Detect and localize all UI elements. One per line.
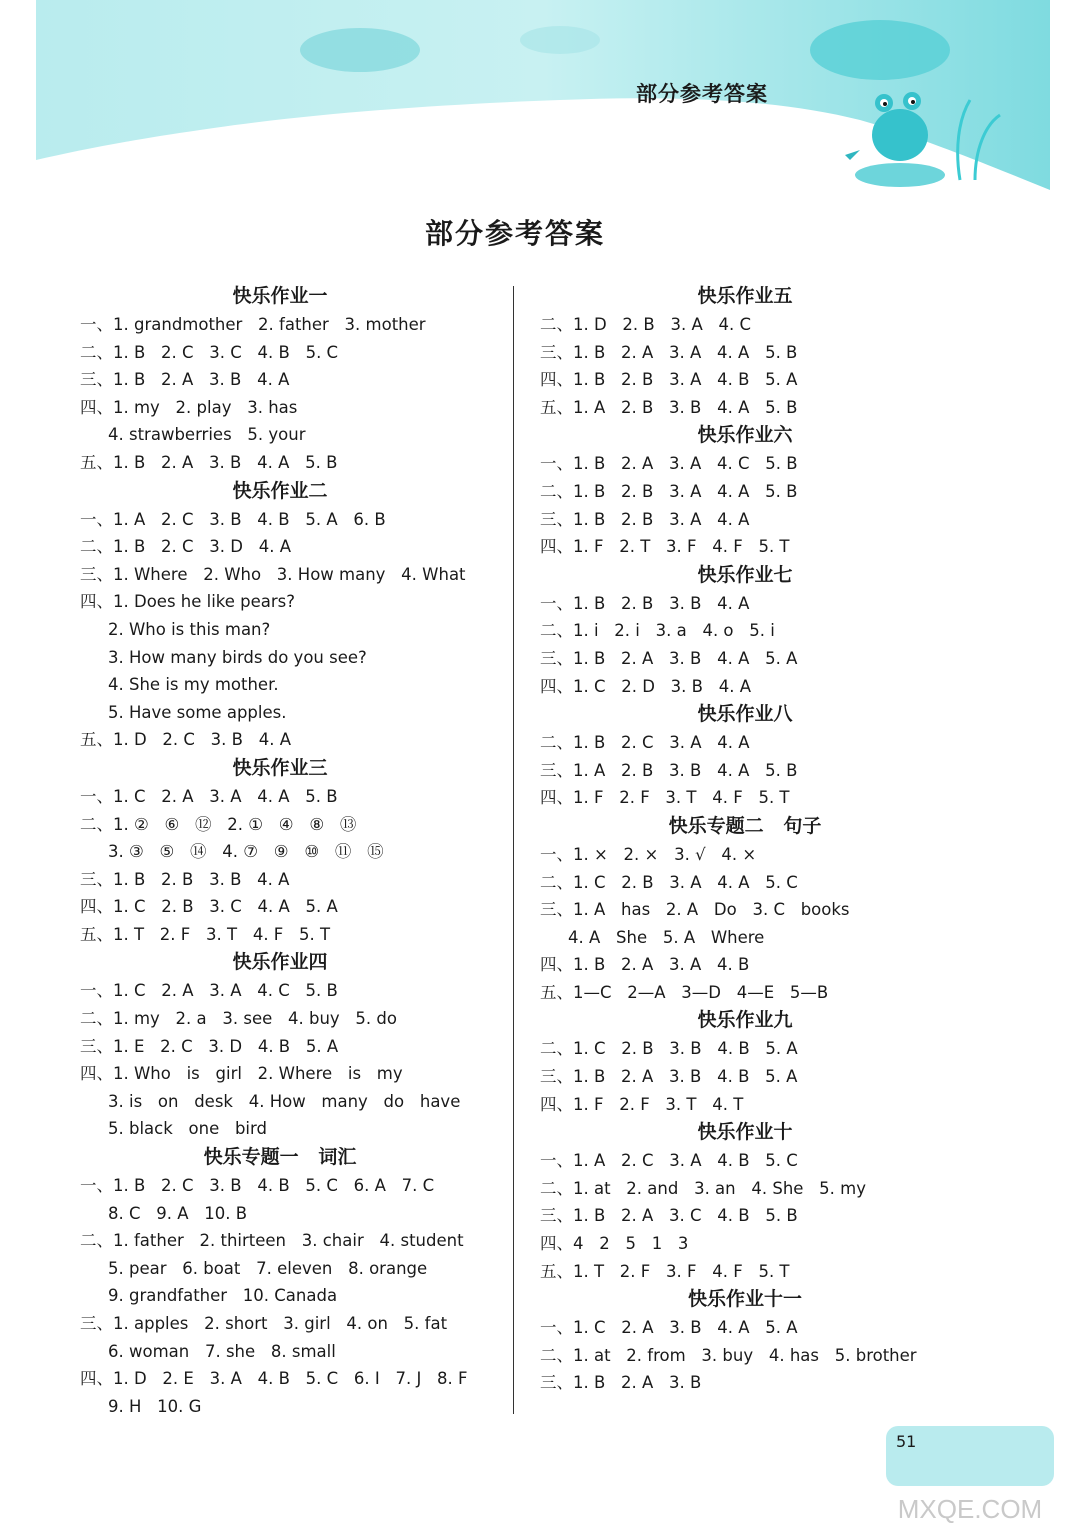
page-title: 部分参考答案	[424, 217, 605, 250]
answer-line: 四、1. Who is girl 2. Where is my	[80, 1064, 403, 1084]
answer-line: 9. H 10. G	[108, 1396, 202, 1416]
right-answer-column	[540, 282, 980, 1397]
answer-line: 四、1. B 2. A 3. A 4. B	[540, 955, 750, 975]
answer-line: 三、1. B 2. A 3. C 4. B 5. B	[540, 1206, 798, 1226]
answer-line: 三、1. B 2. A 3. B 4. A 5. A	[540, 648, 798, 668]
answer-line: 一、1. B 2. C 3. B 4. B 5. C 6. A 7. C	[80, 1176, 435, 1196]
answer-line: 二、1. at 2. and 3. an 4. She 5. my	[540, 1178, 866, 1198]
page-number: 51	[896, 1432, 917, 1451]
answer-line: 三、1. A 2. B 3. B 4. A 5. B	[540, 760, 798, 780]
answer-line: 三、1. B 2. A 3. B 4. B 5. A	[540, 1067, 798, 1087]
section-heading: 快乐作业六	[697, 424, 793, 447]
answer-line: 四、1. F 2. T 3. F 4. F 5. T	[540, 537, 790, 557]
answer-line: 二、1. B 2. C 3. A 4. A	[540, 733, 750, 753]
answer-line: 一、1. A 2. C 3. B 4. B 5. A 6. B	[80, 509, 386, 529]
answer-line: 四、1. D 2. E 3. A 4. B 5. C 6. I 7. J 8. F	[80, 1369, 468, 1389]
answer-line: 五、1. A 2. B 3. B 4. A 5. B	[540, 397, 798, 417]
answer-line: 四、1. F 2. F 3. T 4. T	[540, 1094, 744, 1114]
answer-line: 四、1. Does he like pears?	[80, 592, 296, 612]
column-divider	[513, 286, 514, 1414]
answer-line: 三、1. apples 2. short 3. girl 4. on 5. fat	[80, 1314, 448, 1333]
answer-line: 四、1. B 2. B 3. A 4. B 5. A	[540, 370, 798, 390]
section-heading: 快乐专题二 句子	[668, 814, 822, 837]
answer-line: 5. black one bird	[108, 1119, 267, 1139]
answer-line: 二、1. B 2. C 3. C 4. B 5. C	[80, 342, 339, 362]
section-heading: 快乐作业四	[232, 951, 328, 974]
answer-line: 二、1. B 2. C 3. D 4. A	[80, 537, 291, 557]
answer-line: 二、1. i 2. i 3. a 4. o 5. i	[540, 621, 775, 641]
section-heading: 快乐作业七	[697, 563, 793, 586]
answer-line: 二、1. my 2. a 3. see 4. buy 5. do	[80, 1009, 397, 1029]
section-heading: 快乐专题一 词汇	[203, 1146, 357, 1169]
answer-line: 三、1. A has 2. A Do 3. C books	[540, 900, 850, 920]
answer-line: 3. is on desk 4. How many do have	[108, 1091, 461, 1111]
answer-line: 6. woman 7. she 8. small	[108, 1341, 336, 1361]
answer-line: 二、1. father 2. thirteen 3. chair 4. student	[80, 1231, 464, 1251]
left-answer-column	[80, 282, 500, 1420]
answer-line: 一、1. × 2. × 3. √ 4. ×	[540, 844, 757, 864]
answer-line: 三、1. B 2. A 3. B 4. A	[80, 370, 290, 390]
answer-line: 2. Who is this man?	[108, 619, 271, 639]
header-banner	[0, 0, 1068, 200]
answer-line: 四、1. my 2. play 3. has	[80, 397, 298, 417]
answer-line: 三、1. B 2. B 3. A 4. A	[540, 509, 750, 529]
answer-line: 三、1. B 2. B 3. B 4. A	[80, 869, 290, 889]
answer-line: 二、1. C 2. B 3. B 4. B 5. A	[540, 1039, 798, 1059]
answer-line: 三、1. B 2. A 3. B	[540, 1373, 702, 1393]
answer-line: 二、1. ② ⑥ ⑫ 2. ① ④ ⑧ ⑬	[80, 814, 357, 834]
answer-line: 一、1. C 2. A 3. A 4. C 5. B	[80, 981, 338, 1001]
section-heading: 快乐作业九	[697, 1009, 793, 1032]
watermark-text: MXQE.COM	[897, 1494, 1043, 1524]
answer-line: 三、1. Where 2. Who 3. How many 4. What	[80, 564, 466, 584]
answer-line: 五、1—C 2—A 3—D 4—E 5—B	[540, 982, 829, 1002]
answer-line: 五、1. T 2. F 3. T 4. F 5. T	[80, 924, 331, 944]
answer-line: 一、1. C 2. A 3. A 4. A 5. B	[80, 786, 338, 806]
answer-line: 5. Have some apples.	[108, 702, 287, 722]
answer-line: 五、1. B 2. A 3. B 4. A 5. B	[80, 452, 338, 472]
answer-line: 5. pear 6. boat 7. eleven 8. orange	[108, 1258, 428, 1278]
section-heading: 快乐作业十一	[687, 1288, 802, 1311]
section-heading: 快乐作业一	[232, 285, 328, 307]
section-heading: 快乐作业五	[697, 285, 793, 307]
answer-line: 一、1. B 2. A 3. A 4. C 5. B	[540, 454, 798, 474]
section-heading: 快乐作业三	[232, 756, 328, 779]
answer-line: 4. A She 5. A Where	[568, 927, 765, 947]
answer-line: 一、1. C 2. A 3. B 4. A 5. A	[540, 1318, 798, 1338]
section-heading: 快乐作业八	[697, 703, 793, 726]
answer-line: 9. grandfather 10. Canada	[108, 1286, 338, 1306]
answer-line: 三、1. E 2. C 3. D 4. B 5. A	[80, 1036, 339, 1056]
section-heading: 快乐作业十	[697, 1121, 793, 1144]
section-heading: 快乐作业二	[232, 479, 328, 502]
answer-line: 二、1. B 2. B 3. A 4. A 5. B	[540, 481, 798, 501]
answer-line: 四、4 2 5 1 3	[540, 1234, 689, 1254]
answer-line: 4. She is my mother.	[108, 675, 279, 695]
answer-line: 一、1. grandmother 2. father 3. mother	[80, 315, 426, 334]
banner-title: 部分参考答案	[636, 82, 768, 106]
answer-line: 四、1. C 2. D 3. B 4. A	[540, 676, 751, 696]
answer-line: 五、1. T 2. F 3. F 4. F 5. T	[540, 1261, 790, 1281]
answer-line: 一、1. B 2. B 3. B 4. A	[540, 593, 750, 613]
answer-line: 8. C 9. A 10. B	[108, 1203, 248, 1223]
answer-line: 二、1. at 2. from 3. buy 4. has 5. brother	[540, 1345, 917, 1365]
answer-line: 4. strawberries 5. your	[108, 425, 306, 445]
answer-line: 五、1. D 2. C 3. B 4. A	[80, 730, 291, 750]
answer-line: 二、1. D 2. B 3. A 4. C	[540, 315, 751, 334]
answer-line: 3. ③ ⑤ ⑭ 4. ⑦ ⑨ ⑩ ⑪ ⑮	[108, 842, 384, 862]
answer-line: 四、1. F 2. F 3. T 4. F 5. T	[540, 788, 790, 808]
answer-line: 三、1. B 2. A 3. A 4. A 5. B	[540, 342, 798, 362]
answer-line: 四、1. C 2. B 3. C 4. A 5. A	[80, 897, 338, 917]
answer-line: 二、1. C 2. B 3. A 4. A 5. C	[540, 872, 798, 892]
answer-line: 3. How many birds do you see?	[108, 647, 367, 667]
answer-line: 一、1. A 2. C 3. A 4. B 5. C	[540, 1151, 798, 1171]
